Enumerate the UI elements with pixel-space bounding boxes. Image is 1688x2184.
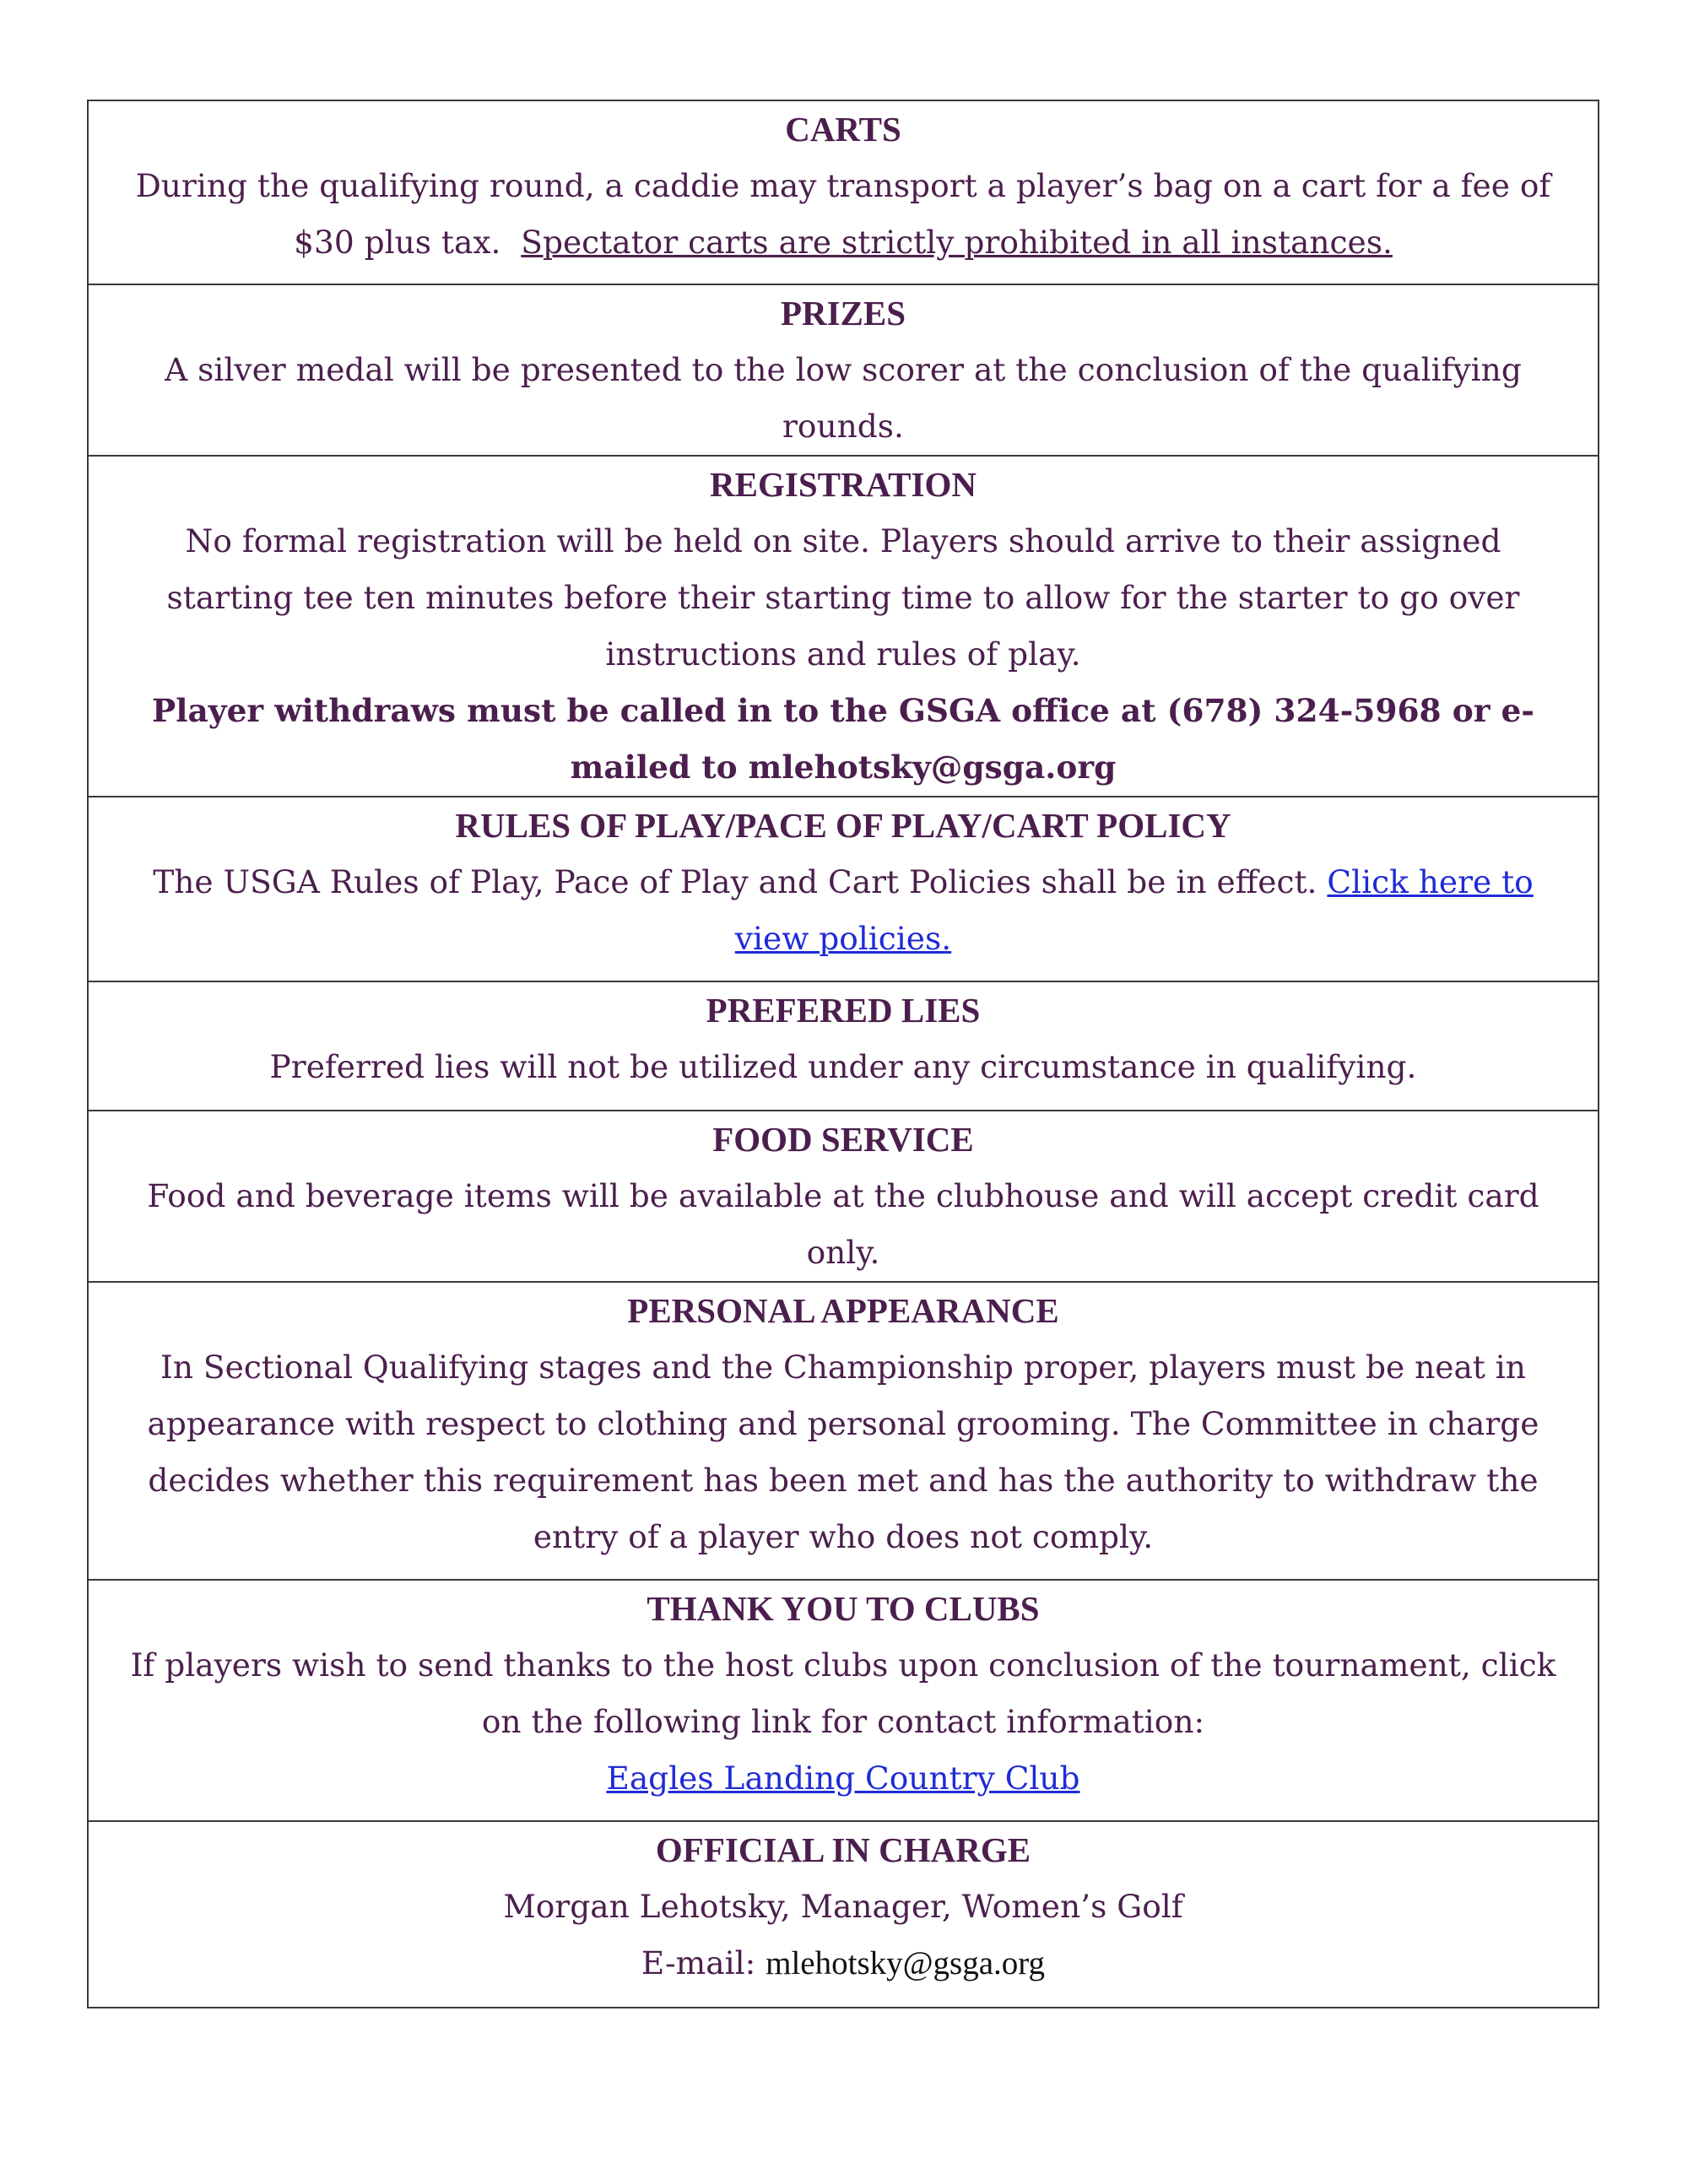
official-heading: OFFICIAL IN CHARGE bbox=[655, 1830, 1031, 1869]
carts-text bbox=[122, 158, 1564, 271]
personal-appearance-heading: PERSONAL APPEARANCE bbox=[627, 1291, 1059, 1330]
carts-heading: CARTS bbox=[785, 110, 901, 149]
view-policies-link[interactable]: Click here to view policies. bbox=[734, 863, 1534, 957]
section-official bbox=[88, 1821, 1599, 2008]
rules-text bbox=[122, 854, 1564, 967]
section-personal-appearance bbox=[88, 1282, 1599, 1580]
section-registration bbox=[88, 456, 1599, 797]
carts-body: During the qualifying round, a caddie may transport a player’s bag on a cart for a fee of $30 plus tax. bbox=[135, 167, 1551, 261]
email-label: E-mail: bbox=[641, 1944, 756, 1981]
section-rules-of-play bbox=[88, 797, 1599, 981]
food-service-text: Food and beverage items will be available at the clubhouse and will accept credit card only. bbox=[147, 1177, 1539, 1271]
preferred-lies-heading: PREFERED LIES bbox=[706, 991, 981, 1030]
registration-text: No formal registration will be held on site. Players should arrive to their assigned starting tee ten minutes before their starting time to allow for the starter to go over instructions and rules of play. bbox=[166, 522, 1520, 673]
section-carts bbox=[88, 100, 1599, 284]
carts-prohibition-note: Spectator carts are strictly prohibited in all instances. bbox=[521, 224, 1393, 261]
prizes-text: A silver medal will be presented to the low scorer at the conclusion of the qualifying rounds. bbox=[165, 351, 1522, 445]
food-service-heading: FOOD SERVICE bbox=[712, 1120, 974, 1159]
official-name: Morgan Lehotsky, Manager, Women’s Golf bbox=[503, 1888, 1183, 1925]
preferred-lies-text: Preferred lies will not be utilized under any circumstance in qualifying. bbox=[269, 1048, 1417, 1085]
thank-you-heading: THANK YOU TO CLUBS bbox=[647, 1589, 1040, 1628]
thank-you-text: If players wish to send thanks to the host clubs upon conclusion of the tournament, click on the following link for contact information: bbox=[130, 1646, 1556, 1740]
section-thank-you bbox=[88, 1580, 1599, 1821]
registration-withdraw-note: Player withdraws must be called in to the GSGA office at (678) 324-5968 or e-mailed to mlehotsky@gsga.org bbox=[152, 692, 1534, 786]
registration-heading: REGISTRATION bbox=[710, 465, 977, 504]
section-food-service bbox=[88, 1111, 1599, 1282]
tournament-info-table bbox=[87, 100, 1599, 2008]
official-email: mlehotsky@gsga.org bbox=[766, 1945, 1046, 1981]
section-preferred-lies bbox=[88, 981, 1599, 1111]
rules-body: The USGA Rules of Play, Pace of Play and Cart Policies shall be in effect. bbox=[153, 863, 1317, 900]
section-prizes bbox=[88, 284, 1599, 456]
rules-heading: RULES OF PLAY/PACE OF PLAY/CART POLICY bbox=[455, 806, 1231, 845]
official-email-line bbox=[122, 1935, 1564, 1992]
eagles-landing-link[interactable]: Eagles Landing Country Club bbox=[606, 1760, 1080, 1797]
personal-appearance-text: In Sectional Qualifying stages and the Championship proper, players must be neat in appearance with respect to clothing and personal grooming. The Committee in charge decides whether this requirement has been met and has the authority to withdraw the entry of a player who does not comply. bbox=[147, 1349, 1539, 1555]
prizes-heading: PRIZES bbox=[780, 294, 906, 332]
